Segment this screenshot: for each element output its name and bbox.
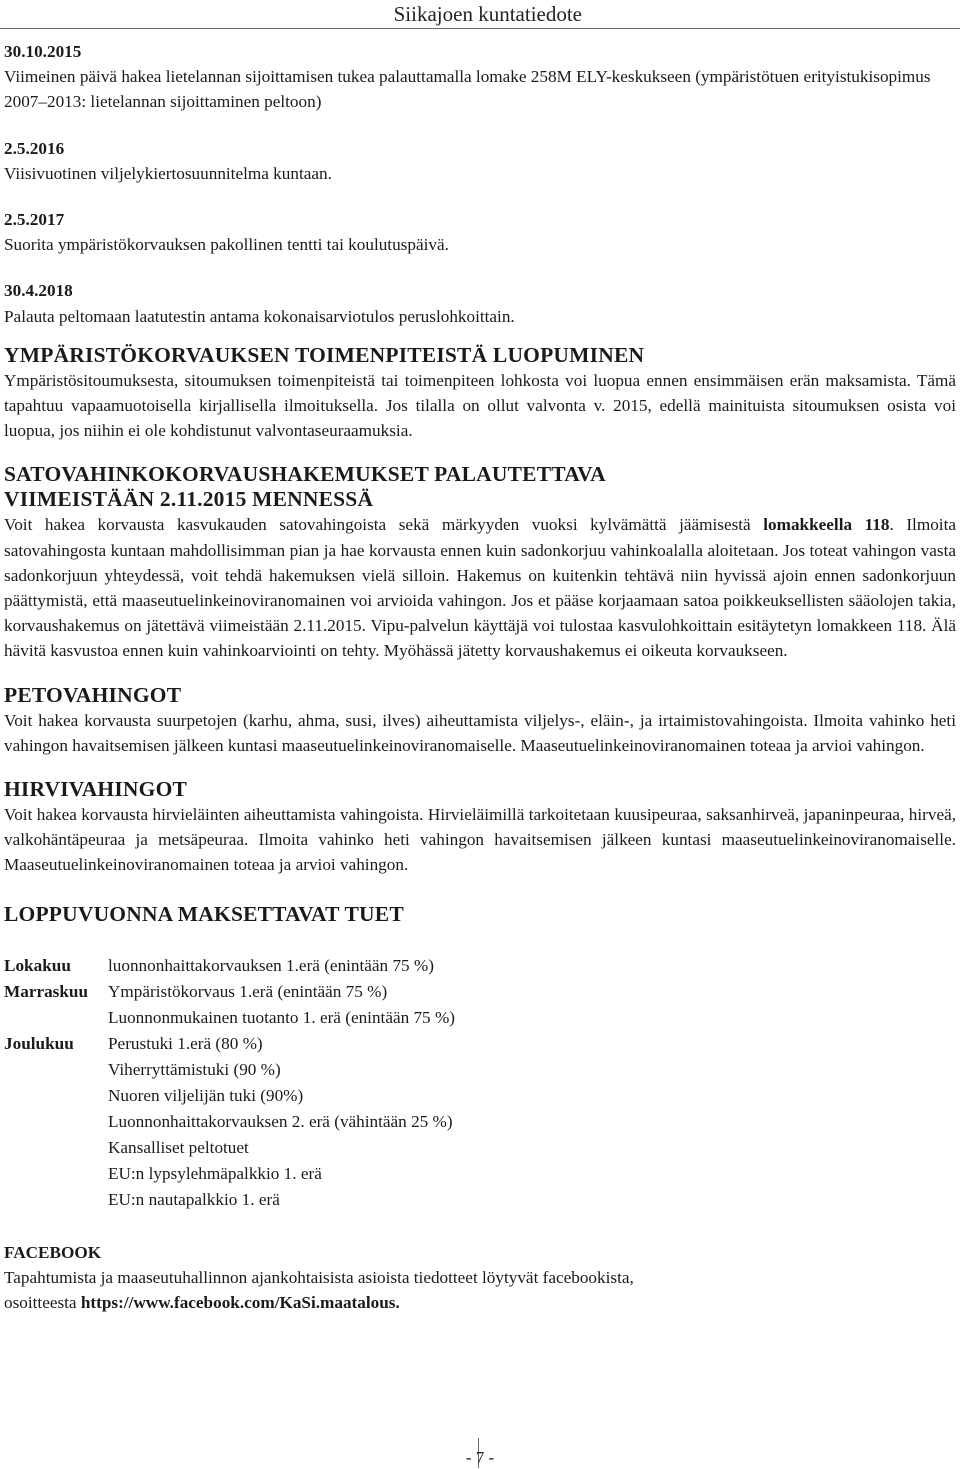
body-text: . Ilmoita satovahingosta kuntaan mahdollisimman pian ja hae korvausta ennen kuin sadonkorjuu vahinkoalalla aloitetaan. Jos toteat vahingon vasta sadonkorjuun yhteydessä, voit tehdä hakemuksen vielä silloin. Hakemus on kuitenkin tehtävä niin hyvissä ajoin ennen sadonkorjuun päättymistä, että maaseutuelinkeinoviranomainen voi arvioida vahingon. Jos et pääse korjaamaan satoa poikkeuksellisten sääolojen takia, korvaushakemus on jätettävä viimeistään 2.11.2015. Vipu-palvelun käyttäjä voi tulostaa kasvulohkoittain esitäytetyn lomakkeen 118. Älä hävitä kasvustoa ennen kuin vahinkoarviointi on tehty. Myöhässä jätetty korvaushakemus ei oikeuta korvaukseen. [4,515,956,661]
payment-item: Luonnonhaittakorvauksen 2. erä (vähintään 25 %) [108,1111,453,1131]
section-heading: FACEBOOK [4,1242,102,1262]
section-hirvivahingot [4,777,956,878]
payment-month: Marraskuu [4,981,89,1001]
deadline-item [4,278,956,328]
payment-row [4,979,956,1005]
payment-month [4,1187,108,1213]
section-satovahinko [4,462,956,663]
payment-row [4,953,956,979]
deadline-item [4,207,956,257]
payment-schedule [4,953,956,1213]
payment-item: Perustuki 1.erä (80 %) [108,1033,263,1053]
deadline-text: Viimeinen päivä hakea lietelannan sijoittamisen tukea palauttamalla lomake 258M ELY-keskukseen (ympäristötuen erityistukisopimus 2007–2013: lietelannan sijoittaminen peltoon) [4,67,931,112]
payment-month [4,1109,108,1135]
payment-row [4,1083,956,1109]
deadline-date: 30.10.2015 [4,42,82,61]
facebook-line-1: Tapahtumista ja maaseutuhallinnon ajankohtaisista asioista tiedotteet löytyvät facebookista, [4,1267,634,1287]
deadline-date: 2.5.2016 [4,138,65,158]
deadline-item [4,39,956,115]
section-lopputuet [4,902,956,1213]
section-heading: LOPPUVUONNA MAKSETTAVAT TUET [4,901,404,926]
payment-month [4,1005,108,1031]
heading-line-1: SATOVAHINKOKORVAUSHAKEMUKSET PALAUTETTAVA [4,462,606,487]
deadline-text: Viisivuotinen viljelykiertosuunnitelma kuntaan. [4,163,332,183]
payment-row [4,1161,956,1187]
payment-row [4,1005,956,1031]
payment-row [4,1135,956,1161]
section-facebook [4,1240,956,1316]
payment-item: Kansalliset peltotuet [108,1137,249,1157]
deadline-date: 2.5.2017 [4,210,65,230]
payment-item: EU:n nautapalkkio 1. erä [108,1189,280,1209]
page-content [4,39,956,1315]
section-heading: YMPÄRISTÖKORVAUKSEN TOIMENPITEISTÄ LUOPUMINEN [4,342,645,367]
deadline-text: Palauta peltomaan laatutestin antama kokonaisarviotulos peruslohkoittain. [4,306,515,326]
payment-item: luonnonhaittakorvauksen 1.erä (enintään 75 %) [108,955,434,975]
section-body [4,512,956,663]
payment-item: Nuoren viljelijän tuki (90%) [108,1085,304,1105]
payment-month [4,1057,108,1083]
section-body: Ympäristösitoumuksesta, sitoumuksen toimenpiteistä tai toimenpiteen lohkosta voi luopua ennen ensimmäisen erän maksamista. Tämä tapahtuu vapaamuotoisella kirjallisella ilmoituksella. Jos tilalla on ollut valvonta v. 2015, edellä mainituista sitoumuksen osista voi luopua, jos niihin ei ole kohdistunut valvontaseuraamuksia. [4,370,956,441]
payment-month [4,1083,108,1109]
payment-row [4,1057,956,1083]
payment-row [4,1109,956,1135]
body-text: Voit hakea korvausta kasvukauden satovahingoista sekä märkyyden vuoksi kylvämättä jäämisestä [4,515,764,535]
section-body: Voit hakea korvausta suurpetojen (karhu, ahma, susi, ilves) aiheuttamista viljelys-, eläin-, ja irtaimistovahingoista. Ilmoita vahinko heti vahingon havaitsemisen jälkeen kuntasi maaseutuelinkeinoviranomaiselle. Maaseutuelinkeinoviranomainen toteaa ja arvioi vahingon. [4,710,956,755]
header-title: Siikajoen kuntatiedote [393,2,582,26]
deadline-text: Suorita ympäristökorvauksen pakollinen tentti tai koulutuspäivä. [4,235,449,255]
deadline-date: 30.4.2018 [4,281,73,301]
payment-row [4,1187,956,1213]
payment-item: EU:n lypsylehmäpalkkio 1. erä [108,1163,322,1183]
deadlines-list [4,39,956,329]
section-petovahingot [4,683,956,758]
payment-month [4,1135,108,1161]
heading-line-2: VIIMEISTÄÄN 2.11.2015 MENNESSÄ [4,487,374,512]
section-heading: PETOVAHINGOT [4,682,182,707]
payment-month [4,1161,108,1187]
payment-item: Ympäristökorvaus 1.erä (enintään 75 %) [108,981,388,1001]
payment-row [4,1031,956,1057]
payment-month: Lokakuu [4,955,71,975]
section-heading: HIRVIVAHINGOT [4,777,188,802]
page-number: - 7 - [465,1448,495,1467]
facebook-link[interactable]: https://www.facebook.com/KaSi.maatalous. [80,1293,400,1313]
payment-item: Viherryttämistuki (90 %) [108,1059,281,1079]
payment-item: Luonnonmukainen tuotanto 1. erä (enintään 75 %) [108,1007,455,1027]
section-heading [4,462,956,512]
deadline-item [4,136,956,186]
payment-month: Joulukuu [4,1033,74,1053]
header-rule [0,28,960,29]
form-reference: lomakkeella 118 [763,515,890,535]
facebook-line-2 [4,1290,956,1315]
section-luopuminen [4,343,956,444]
section-body: Voit hakea korvausta hirvieläinten aiheuttamista vahingoista. Hirvieläimillä tarkoitetaan kuusipeuraa, saksanhirveä, japaninpeuraa, hirveä, valkohäntäpeuraa ja metsäpeuraa. Ilmoita vahinko heti vahingon havaitsemisen jälkeen kuntasi maaseutuelinkeinoviranomaiselle. Maaseutuelinkeinoviranomainen toteaa ja arvioi vahingon. [4,805,956,875]
facebook-prefix: osoitteesta [4,1293,81,1313]
